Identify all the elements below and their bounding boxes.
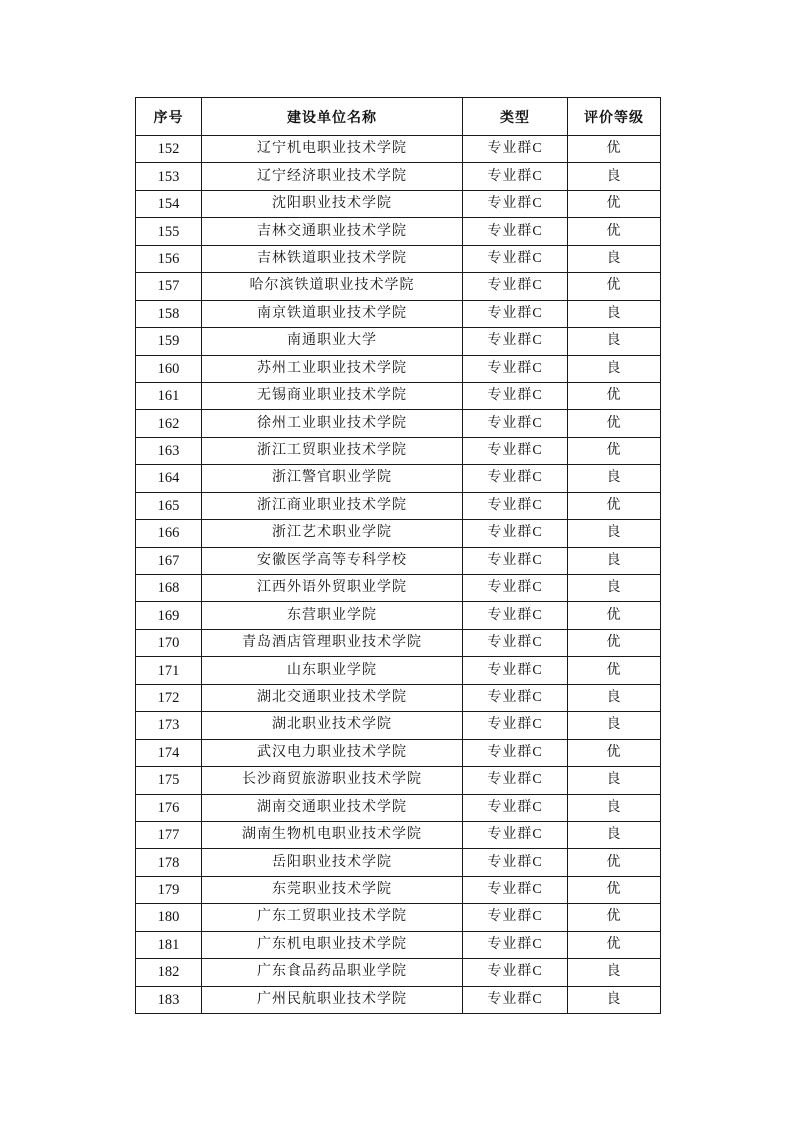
table-row (136, 712, 661, 739)
type-cell: 专业群C (463, 382, 568, 409)
evaluation-grade-cell: 优 (568, 437, 661, 464)
header-type: 类型 (463, 98, 568, 136)
evaluation-grade-cell: 良 (568, 328, 661, 355)
institution-name-cell: 江西外语外贸职业学院 (202, 575, 463, 602)
evaluation-grade-cell: 良 (568, 520, 661, 547)
institution-name-cell: 浙江商业职业技术学院 (202, 492, 463, 519)
type-cell: 专业群C (463, 218, 568, 245)
institution-name-cell: 安徽医学高等专科学校 (202, 547, 463, 574)
type-cell: 专业群C (463, 163, 568, 190)
institution-name-cell: 苏州工业职业技术学院 (202, 355, 463, 382)
institution-name-cell: 哈尔滨铁道职业技术学院 (202, 273, 463, 300)
institution-name-cell: 广东工贸职业技术学院 (202, 904, 463, 931)
serial-number-cell: 161 (136, 382, 202, 409)
type-cell: 专业群C (463, 602, 568, 629)
serial-number-cell: 177 (136, 821, 202, 848)
table-row (136, 328, 661, 355)
serial-number-cell: 152 (136, 136, 202, 163)
evaluation-grade-cell: 优 (568, 273, 661, 300)
type-cell: 专业群C (463, 547, 568, 574)
institution-name-cell: 广州民航职业技术学院 (202, 986, 463, 1013)
evaluation-results-table (135, 97, 661, 1014)
evaluation-grade-cell: 优 (568, 190, 661, 217)
table-row (136, 575, 661, 602)
table-row (136, 547, 661, 574)
evaluation-grade-cell: 优 (568, 657, 661, 684)
evaluation-grade-cell: 优 (568, 739, 661, 766)
type-cell: 专业群C (463, 328, 568, 355)
type-cell: 专业群C (463, 273, 568, 300)
table-row (136, 849, 661, 876)
evaluation-grade-cell: 良 (568, 684, 661, 711)
serial-number-cell: 178 (136, 849, 202, 876)
evaluation-grade-cell: 优 (568, 904, 661, 931)
institution-name-cell: 山东职业学院 (202, 657, 463, 684)
serial-number-cell: 170 (136, 629, 202, 656)
evaluation-grade-cell: 优 (568, 492, 661, 519)
institution-name-cell: 浙江工贸职业技术学院 (202, 437, 463, 464)
serial-number-cell: 165 (136, 492, 202, 519)
table-row (136, 190, 661, 217)
institution-name-cell: 南京铁道职业技术学院 (202, 300, 463, 327)
serial-number-cell: 157 (136, 273, 202, 300)
evaluation-grade-cell: 良 (568, 547, 661, 574)
serial-number-cell: 153 (136, 163, 202, 190)
table-row (136, 959, 661, 986)
institution-name-cell: 广东食品药品职业学院 (202, 959, 463, 986)
table-row (136, 520, 661, 547)
serial-number-cell: 159 (136, 328, 202, 355)
table-body (136, 136, 661, 1014)
table-row (136, 876, 661, 903)
type-cell: 专业群C (463, 190, 568, 217)
table-row (136, 355, 661, 382)
evaluation-grade-cell: 优 (568, 876, 661, 903)
evaluation-grade-cell: 优 (568, 136, 661, 163)
table-row (136, 465, 661, 492)
institution-name-cell: 无锡商业职业技术学院 (202, 382, 463, 409)
table-row (136, 273, 661, 300)
type-cell: 专业群C (463, 437, 568, 464)
type-cell: 专业群C (463, 712, 568, 739)
serial-number-cell: 172 (136, 684, 202, 711)
table-row (136, 739, 661, 766)
type-cell: 专业群C (463, 136, 568, 163)
type-cell: 专业群C (463, 465, 568, 492)
serial-number-cell: 162 (136, 410, 202, 437)
serial-number-cell: 160 (136, 355, 202, 382)
table-row (136, 904, 661, 931)
evaluation-grade-cell: 良 (568, 767, 661, 794)
institution-name-cell: 东营职业学院 (202, 602, 463, 629)
evaluation-grade-cell: 良 (568, 986, 661, 1013)
institution-name-cell: 武汉电力职业技术学院 (202, 739, 463, 766)
table-row (136, 657, 661, 684)
institution-name-cell: 辽宁机电职业技术学院 (202, 136, 463, 163)
table-row (136, 218, 661, 245)
table-row (136, 767, 661, 794)
institution-name-cell: 浙江艺术职业学院 (202, 520, 463, 547)
serial-number-cell: 164 (136, 465, 202, 492)
institution-name-cell: 东莞职业技术学院 (202, 876, 463, 903)
table-row (136, 986, 661, 1013)
header-row (136, 98, 661, 136)
institution-name-cell: 吉林铁道职业技术学院 (202, 245, 463, 272)
evaluation-grade-cell: 良 (568, 245, 661, 272)
type-cell: 专业群C (463, 931, 568, 958)
serial-number-cell: 155 (136, 218, 202, 245)
institution-name-cell: 青岛酒店管理职业技术学院 (202, 629, 463, 656)
serial-number-cell: 173 (136, 712, 202, 739)
table-row (136, 136, 661, 163)
type-cell: 专业群C (463, 821, 568, 848)
evaluation-grade-cell: 良 (568, 465, 661, 492)
table-row (136, 382, 661, 409)
type-cell: 专业群C (463, 849, 568, 876)
evaluation-grade-cell: 优 (568, 218, 661, 245)
evaluation-grade-cell: 优 (568, 629, 661, 656)
table-row (136, 629, 661, 656)
evaluation-grade-cell: 良 (568, 712, 661, 739)
type-cell: 专业群C (463, 245, 568, 272)
serial-number-cell: 176 (136, 794, 202, 821)
header-institution-name: 建设单位名称 (202, 98, 463, 136)
type-cell: 专业群C (463, 904, 568, 931)
serial-number-cell: 179 (136, 876, 202, 903)
type-cell: 专业群C (463, 355, 568, 382)
serial-number-cell: 156 (136, 245, 202, 272)
serial-number-cell: 158 (136, 300, 202, 327)
type-cell: 专业群C (463, 959, 568, 986)
institution-name-cell: 广东机电职业技术学院 (202, 931, 463, 958)
serial-number-cell: 166 (136, 520, 202, 547)
serial-number-cell: 174 (136, 739, 202, 766)
evaluation-grade-cell: 良 (568, 959, 661, 986)
table-row (136, 245, 661, 272)
evaluation-grade-cell: 优 (568, 931, 661, 958)
table-row (136, 410, 661, 437)
institution-name-cell: 湖北职业技术学院 (202, 712, 463, 739)
serial-number-cell: 171 (136, 657, 202, 684)
serial-number-cell: 163 (136, 437, 202, 464)
institution-name-cell: 岳阳职业技术学院 (202, 849, 463, 876)
type-cell: 专业群C (463, 657, 568, 684)
evaluation-grade-cell: 良 (568, 300, 661, 327)
serial-number-cell: 183 (136, 986, 202, 1013)
evaluation-grade-cell: 良 (568, 355, 661, 382)
institution-name-cell: 南通职业大学 (202, 328, 463, 355)
serial-number-cell: 181 (136, 931, 202, 958)
serial-number-cell: 154 (136, 190, 202, 217)
institution-name-cell: 湖北交通职业技术学院 (202, 684, 463, 711)
evaluation-grade-cell: 良 (568, 163, 661, 190)
institution-name-cell: 徐州工业职业技术学院 (202, 410, 463, 437)
table-row (136, 492, 661, 519)
evaluation-grade-cell: 优 (568, 410, 661, 437)
table-row (136, 684, 661, 711)
type-cell: 专业群C (463, 739, 568, 766)
institution-name-cell: 辽宁经济职业技术学院 (202, 163, 463, 190)
institution-name-cell: 吉林交通职业技术学院 (202, 218, 463, 245)
evaluation-grade-cell: 良 (568, 575, 661, 602)
evaluation-grade-cell: 优 (568, 849, 661, 876)
type-cell: 专业群C (463, 684, 568, 711)
evaluation-grade-cell: 良 (568, 821, 661, 848)
table-row (136, 300, 661, 327)
institution-name-cell: 浙江警官职业学院 (202, 465, 463, 492)
serial-number-cell: 167 (136, 547, 202, 574)
evaluation-grade-cell: 优 (568, 382, 661, 409)
institution-name-cell: 长沙商贸旅游职业技术学院 (202, 767, 463, 794)
type-cell: 专业群C (463, 492, 568, 519)
header-serial-number: 序号 (136, 98, 202, 136)
type-cell: 专业群C (463, 767, 568, 794)
table-row (136, 931, 661, 958)
header-evaluation-grade: 评价等级 (568, 98, 661, 136)
evaluation-grade-cell: 优 (568, 602, 661, 629)
type-cell: 专业群C (463, 300, 568, 327)
serial-number-cell: 169 (136, 602, 202, 629)
serial-number-cell: 175 (136, 767, 202, 794)
institution-name-cell: 沈阳职业技术学院 (202, 190, 463, 217)
table-header (136, 98, 661, 136)
type-cell: 专业群C (463, 520, 568, 547)
serial-number-cell: 168 (136, 575, 202, 602)
type-cell: 专业群C (463, 410, 568, 437)
serial-number-cell: 180 (136, 904, 202, 931)
table-row (136, 163, 661, 190)
table-row (136, 821, 661, 848)
institution-name-cell: 湖南交通职业技术学院 (202, 794, 463, 821)
serial-number-cell: 182 (136, 959, 202, 986)
type-cell: 专业群C (463, 575, 568, 602)
type-cell: 专业群C (463, 986, 568, 1013)
table-row (136, 794, 661, 821)
table-row (136, 437, 661, 464)
type-cell: 专业群C (463, 794, 568, 821)
institution-name-cell: 湖南生物机电职业技术学院 (202, 821, 463, 848)
table-row (136, 602, 661, 629)
type-cell: 专业群C (463, 876, 568, 903)
type-cell: 专业群C (463, 629, 568, 656)
evaluation-grade-cell: 良 (568, 794, 661, 821)
